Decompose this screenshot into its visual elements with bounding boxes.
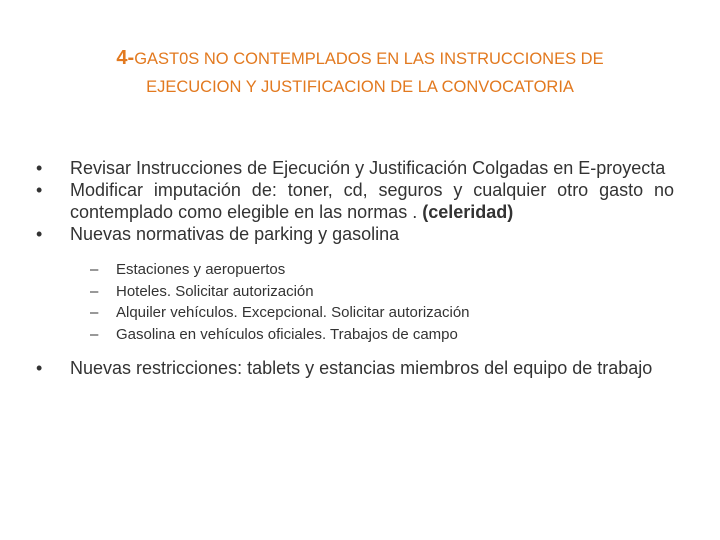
bullet-item	[34, 179, 674, 223]
bullet-text: Nuevas restricciones: tablets y estancias miembros del equipo de trabajo	[70, 358, 653, 378]
slide-title	[30, 44, 690, 101]
dash-icon: –	[90, 261, 99, 278]
bullet-text: Modificar imputación de: toner, cd, seguros y cualquier otro gasto no contemplado como elegible en las normas .	[70, 180, 674, 222]
sub-item	[90, 281, 674, 303]
bullet-icon: •	[36, 358, 43, 378]
dash-icon: –	[90, 325, 99, 343]
bullet-item	[34, 357, 674, 379]
dash-icon: –	[90, 282, 99, 300]
bullet-icon: •	[36, 180, 43, 200]
bullet-icon: •	[36, 224, 43, 244]
sub-item-text: Alquiler vehículos. Excepcional. Solicitar autorización	[116, 304, 470, 321]
title-number: 4-	[116, 47, 135, 69]
bullet-text: Nuevas normativas de parking y gasolina	[70, 224, 400, 244]
bullet-list	[34, 157, 674, 379]
bullet-text: Revisar Instrucciones de Ejecución y Justificación Colgadas en E-proyecta	[70, 158, 666, 178]
sub-item-text: Hoteles. Solicitar autorización	[116, 282, 314, 300]
sub-item	[90, 302, 674, 324]
sub-item-text: Estaciones y aeropuertos	[116, 261, 286, 278]
title-line-1-text: GAST0S NO CONTEMPLADOS EN LAS INSTRUCCIONES DE	[134, 50, 604, 68]
sub-list	[34, 259, 674, 345]
sub-item	[90, 259, 674, 281]
title-line-2: EJECUCION Y JUSTIFICACION DE LA CONVOCATORIA	[146, 78, 574, 96]
sub-item-text: Gasolina en vehículos oficiales. Trabajos de campo	[116, 325, 458, 343]
title-line-1	[30, 44, 690, 73]
bullet-item	[34, 223, 674, 245]
dash-icon: –	[90, 304, 99, 321]
bullet-emphasis: (celeridad)	[422, 202, 514, 222]
sub-item	[90, 324, 674, 346]
bullet-icon: •	[36, 158, 43, 178]
bullet-item	[34, 157, 674, 179]
